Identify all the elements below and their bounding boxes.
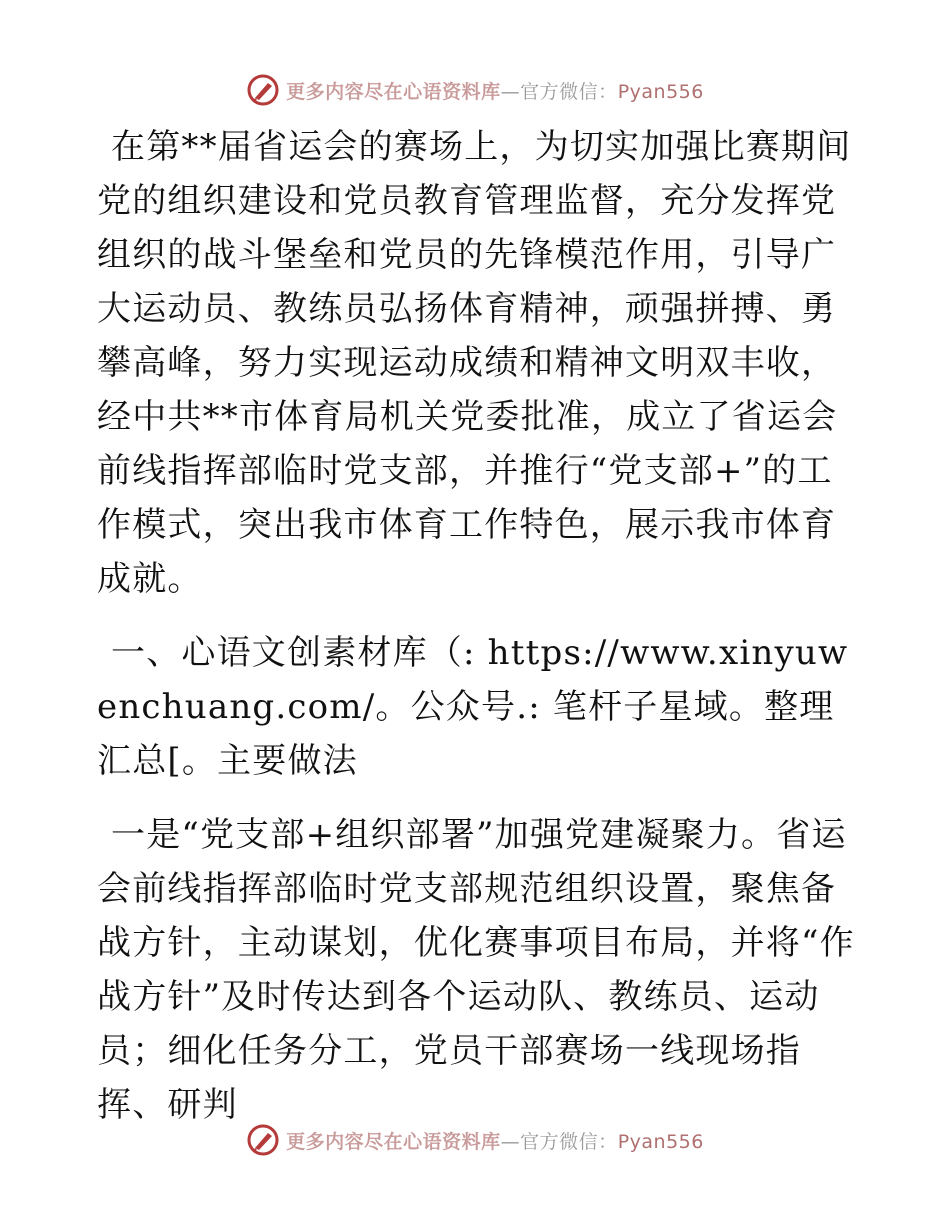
watermark-dash-text: —官方微信： (500, 1130, 618, 1153)
paragraph-item-one: 一是“党支部+组织部署”加强党建凝聚力。省运会前线指挥部临时党支部规范组织设置，聚焦备战方针，主动谋划，优化赛事项目布局，并将“作战方针”及时传达到各个运动队、教练员、运动员；细化任务分工，党员干部赛场一线现场指挥、研判 (97, 815, 855, 1125)
document-body (97, 120, 857, 1132)
paragraph-intro: 在第**届省运会的赛场上，为切实加强比赛期间党的组织建设和党员教育管理监督，充分发挥党组织的战斗堡垒和党员的先锋模范作用，引导广大运动员、教练员弘扬体育精神，顽强拼搏、勇攀高峰，努力实现运动成绩和精神文明双丰收，经中共**市体育局机关党委批准，成立了省运会前线指挥部临时党支部，并推行“党支部+”的工作模式，突出我市体育工作特色，展示我市体育成就。 (97, 127, 852, 599)
watermark-dash-text: —官方微信： (500, 80, 618, 103)
footer-watermark (0, 1118, 950, 1162)
watermark-main-text: 更多内容尽在心语资料库 (286, 80, 501, 103)
watermark-id-text: Pyan556 (617, 1130, 704, 1153)
pen-logo-icon (246, 73, 280, 107)
paragraph-section-heading: 一、心语文创素材库（: https://www.xinyuwenchuang.com/。公众号.: 笔杆子星域。整理汇总[。主要做法 (97, 633, 849, 781)
watermark-id-text: Pyan556 (617, 80, 704, 103)
header-watermark (0, 68, 950, 112)
pen-logo-icon (246, 1123, 280, 1157)
watermark-main-text: 更多内容尽在心语资料库 (286, 1130, 501, 1153)
